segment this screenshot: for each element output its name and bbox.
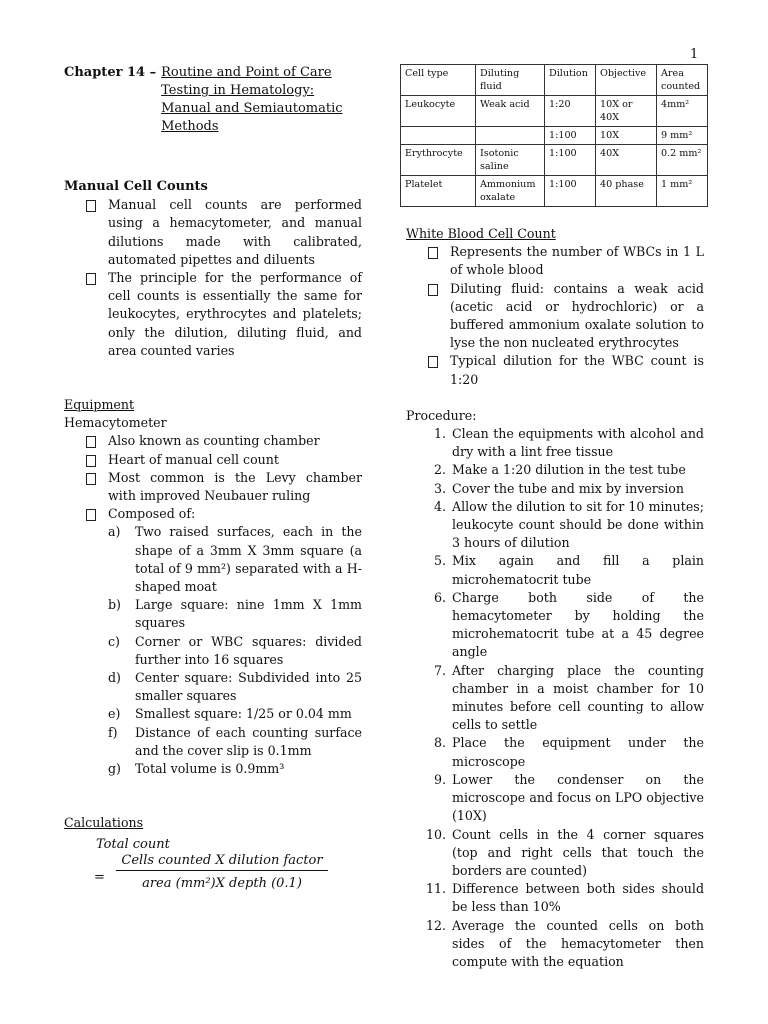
list-item: c) Corner or WBC squares: divided further into 16 squares xyxy=(108,633,362,667)
equation-lhs: Total count xyxy=(96,837,170,852)
table-header-row xyxy=(401,65,708,96)
list-item: Manual cell counts are performed using a hemacytometer, and manual dilutions made with calibrated, automated pipettes and diluents xyxy=(64,196,362,269)
equipment-list xyxy=(64,432,362,778)
cell-count-table xyxy=(400,64,708,207)
equipment-heading: Equipment xyxy=(64,397,135,413)
procedure-step: 1. Clean the equipments with alcohol and dry with a lint free tissue xyxy=(406,425,704,461)
step-number: 1. xyxy=(433,426,446,442)
list-item: a) Two raised surfaces, each in the shape of a 3mm X 3mm square (a total of 9 mm²) separated with a H-shaped moat xyxy=(108,524,362,595)
chapter-title: Routine and Point of Care Testing in Hematology: Manual and Semiautomatic Methods xyxy=(161,65,343,134)
checkbox-bullet-icon xyxy=(86,473,96,485)
chapter-heading xyxy=(64,64,362,136)
list-item: g) Total volume is 0.9mm³ xyxy=(108,761,285,777)
table-header-cell: Dilution xyxy=(545,65,596,96)
table-cell: Isotonic saline xyxy=(476,145,545,176)
equation-numerator: Cells counted X dilution factor xyxy=(121,853,323,868)
table-cell: 1:20 xyxy=(545,96,596,127)
table-header-cell: Diluting fluid xyxy=(476,65,545,96)
checkbox-bullet-icon xyxy=(86,455,96,467)
step-number: 11. xyxy=(425,881,446,897)
step-number: 2. xyxy=(433,462,446,478)
procedure-step: 6. Charge both side of the hemacytometer by holding the microhematocrit tube at a 45 degree angle xyxy=(406,589,704,662)
checkbox-bullet-icon xyxy=(428,284,438,296)
table-cell: 10X xyxy=(596,127,657,145)
table-header-cell: Area counted xyxy=(657,65,708,96)
table-cell: 40 phase xyxy=(596,176,657,207)
right-column xyxy=(406,64,704,971)
table-cell: Platelet xyxy=(401,176,476,207)
step-number: 7. xyxy=(433,662,446,678)
step-number: 4. xyxy=(433,498,446,514)
table-row xyxy=(401,145,708,176)
table-row xyxy=(401,176,708,207)
manual-cell-counts-list xyxy=(64,196,362,360)
list-item: Composed of: a) Two raised surfaces, each in the shape of a 3mm X 3mm square (a total of 9 mm²) separated with a H-shaped moat b) Large square: nine 1mm X 1mm squares c) Corner or WBC squares: divided further into 16 squares d) Center square: Subdivided into 25 smaller squares e) Smallest square: 1/25 or 0.04 mm f) Distance of each counting surface and the cover slip is 0.1mm g) Total volume is 0.9mm³ xyxy=(64,505,362,778)
calculations-heading: Calculations xyxy=(64,815,144,831)
equation-equals: = xyxy=(94,870,105,885)
table-cell xyxy=(401,127,476,145)
table-cell: 0.2 mm² xyxy=(657,145,708,176)
page-number: 1 xyxy=(690,47,699,62)
procedure-step: 4. Allow the dilution to sit for 10 minutes; leukocyte count should be done within 3 hours of dilution xyxy=(406,498,704,553)
list-item: Heart of manual cell count xyxy=(64,451,362,469)
table-header-cell: Objective xyxy=(596,65,657,96)
table-row xyxy=(401,96,708,127)
procedure-step: 3. Cover the tube and mix by inversion xyxy=(406,480,704,498)
list-item: e) Smallest square: 1/25 or 0.04 mm xyxy=(108,706,352,722)
manual-cell-counts-heading: Manual Cell Counts xyxy=(64,179,208,194)
step-number: 10. xyxy=(425,826,446,842)
table-cell: 1 mm² xyxy=(657,176,708,207)
table-cell xyxy=(476,127,545,145)
list-item: The principle for the performance of cell counts is essentially the same for leukocytes, erythrocytes and platelets; only the dilution, diluting fluid, and area counted varies xyxy=(64,269,362,360)
list-item: Also known as counting chamber xyxy=(64,432,362,450)
table-cell: Ammonium oxalate xyxy=(476,176,545,207)
list-item: Represents the number of WBCs in 1 L of whole blood xyxy=(406,243,704,279)
procedure-step: 2. Make a 1:20 dilution in the test tube xyxy=(406,461,704,479)
table-cell: 9 mm² xyxy=(657,127,708,145)
left-column xyxy=(64,64,362,833)
table-cell: Erythrocyte xyxy=(401,145,476,176)
composed-of-list xyxy=(108,523,362,778)
hemacytometer-subheading: Hemacytometer xyxy=(64,415,167,431)
wbc-list xyxy=(406,243,704,389)
list-item: Diluting fluid: contains a weak acid (acetic acid or hydrochloric) or a buffered ammonium oxalate solution to lyse the non nucleated erythrocytes xyxy=(406,280,704,353)
procedure-step: 5. Mix again and fill a plain microhematocrit tube xyxy=(406,552,704,588)
checkbox-bullet-icon xyxy=(428,247,438,259)
checkbox-bullet-icon xyxy=(86,273,96,285)
list-item: d) Center square: Subdivided into 25 smaller squares xyxy=(108,670,362,704)
procedure-step: 12. Average the counted cells on both sides of the hemacytometer then compute with the equation xyxy=(406,917,704,972)
table-cell: Leukocyte xyxy=(401,96,476,127)
table-cell: 10X or 40X xyxy=(596,96,657,127)
procedure-heading: Procedure: xyxy=(406,407,477,423)
list-item: f) Distance of each counting surface and the cover slip is 0.1mm xyxy=(108,724,362,758)
table-header-cell: Cell type xyxy=(401,65,476,96)
step-number: 9. xyxy=(433,771,446,787)
list-item: b) Large square: nine 1mm X 1mm squares xyxy=(108,597,362,631)
step-number: 12. xyxy=(425,917,446,933)
step-number: 5. xyxy=(433,553,446,569)
equation-denominator: area (mm²)X depth (0.1) xyxy=(142,876,302,891)
table-row xyxy=(401,127,708,145)
table-cell: 40X xyxy=(596,145,657,176)
step-number: 6. xyxy=(433,589,446,605)
wbc-heading: White Blood Cell Count xyxy=(406,226,556,241)
table-cell: 1:100 xyxy=(545,145,596,176)
table-cell: 4mm² xyxy=(657,96,708,127)
procedure-step: 11. Difference between both sides should be less than 10% xyxy=(406,880,704,916)
table-cell: 1:100 xyxy=(545,176,596,207)
list-item: Most common is the Levy chamber with improved Neubauer ruling xyxy=(64,469,362,505)
list-item: Typical dilution for the WBC count is 1:20 xyxy=(406,352,704,388)
step-number: 3. xyxy=(433,480,446,496)
procedure-step: 7. After charging place the counting chamber in a moist chamber for 10 minutes before cell counting to allow cells to settle xyxy=(406,662,704,735)
fraction-bar xyxy=(116,870,328,871)
table-cell: Weak acid xyxy=(476,96,545,127)
checkbox-bullet-icon xyxy=(86,436,96,448)
checkbox-bullet-icon xyxy=(428,356,438,368)
procedure-step: 10. Count cells in the 4 corner squares (top and right cells that touch the borders are counted) xyxy=(406,826,704,881)
checkbox-bullet-icon xyxy=(86,200,96,212)
procedure-step: 8. Place the equipment under the microscope xyxy=(406,734,704,770)
checkbox-bullet-icon xyxy=(86,509,96,521)
procedure-steps xyxy=(406,425,704,971)
procedure-step: 9. Lower the condenser on the microscope and focus on LPO objective (10X) xyxy=(406,771,704,826)
table-cell: 1:100 xyxy=(545,127,596,145)
step-number: 8. xyxy=(433,735,446,751)
chapter-label: Chapter 14 – xyxy=(64,65,157,80)
